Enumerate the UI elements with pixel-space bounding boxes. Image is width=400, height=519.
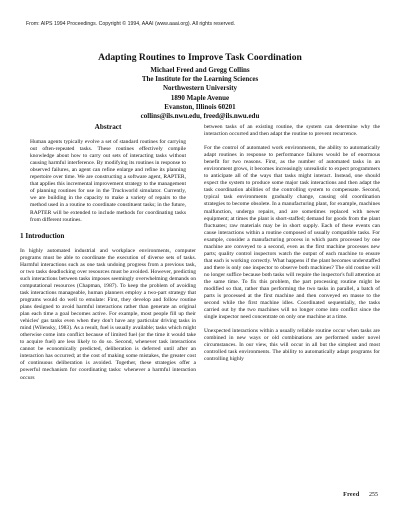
paper-title: Adapting Routines to Improve Task Coordination xyxy=(98,52,302,63)
author-block xyxy=(0,66,400,121)
abstract-heading: Abstract xyxy=(94,123,122,131)
author-street: 1890 Maple Avenue xyxy=(170,93,230,102)
left-column xyxy=(20,124,196,389)
author-emails: collins@ils.nwu.edu, freed@ils.nwu.edu xyxy=(140,112,260,121)
page-footer xyxy=(343,492,378,498)
abstract-text: Human agents typically evolve a set of standard routines for carrying out often-repeated tasks. These routines effectively compile knowledge about how to carry out sets of interacting tasks without causing harmful interference. By modifying its routines in response to observed failures, an agent can refine enlarge and refine its planning repertoire over time. We are constructing a software agent, RAPTER, that applies this incremental improvement strategy to the management of planning routines for use in the Truckworld simulator. Currently, we are building in the capacity to make a variety of repairs to the method used in a routine to coordinate constituent tasks; in the future, RAPTER will be extended to include methods for coordinating tasks from different routines. xyxy=(30,139,186,223)
body-paragraph-motivation: For the control of automated work environments, the ability to automatically adapt routines in response to performance failures would be of enormous benefit for two reasons. First, as the number of automated tasks in an environment grows, it becomes increasingly unrealistic to expect programmers to anticipate all of the ways that tasks might interact. Instead, one should expect the system to produce some major task interactions and then adapt the task coordination abilities of the controlling system to compensate. Second, typical task environments gradually change, causing old coordination strategies to become obsolete. In a manufacturing plant, for example, machines malfunction, undergo repairs, and are sometimes replaced with newer equipment; at times the plant is short-staffed; demand for goods from the plant fluctuates; raw materials may be in short supply. Each of these events can cause interactions within a routine composed of usually compatible tasks. For example, consider a manufacturing process in which parts processed by one machine are conveyed to a second, even as the first machine processes new parts; quality control inspectors watch the output of each machine to ensure that each is working correctly. What happens if the plant becomes understaffed and there is only one inspector to observe both machines? The old routine will no longer suffice because both tasks will require the inspector's full attention at the same time. To fix this problem, the part processing routine might be modified so that, rather than performing the two tasks in parallel, a batch of parts is processed at the first machine and then conveyed en masse to the second while the first machine idles. Coordinated sequentially, the tasks carried out by the two machines will no longer come into conflict since the single inspector need concentrate on only one machine at a time. xyxy=(204,145,380,321)
author-institute: The Institute for the Learning Sciences xyxy=(141,75,259,84)
introduction-heading: 1 Introduction xyxy=(20,231,65,240)
page-number: 255 xyxy=(369,492,378,498)
body-paragraph-continued: between tasks of an existing routine, the system can determine why the interaction occurred and then adapt the routine to prevent recurrence. xyxy=(204,124,380,138)
author-names: Michael Freed and Gregg Collins xyxy=(150,66,250,74)
introduction-paragraph: In highly automated industrial and workplace environments, computer programs must be able to coordinate the execution of diverse sets of tasks. Harmful interactions such as one task undoing progress from a previous task, or two tasks deadlocking over resources must be avoided. However, predicting such interactions between tasks imposes seemingly overwhelming demands on computational resources (Chapman, 1987). To keep the problem of avoiding task interactions manageable, human planners employ a two-part strategy that programs would do well to emulate: First, they develop and follow routine plans designed to avoid harmful interactions rather than generate an original plan each time a goal becomes active. For example, most people fill up their vehicles' gas tanks even when they don't have any particular driving tasks in mind (Wilensky, 1983). As a result, fuel is usually available; tasks which might otherwise come into conflict because of limited fuel (or the time it would take to acquire fuel) are less likely to do so. Second, whenever task interactions cannot be economically predicted, deliberation is deferred until after an interaction has occurred; at the cost of making some mistakes, the greater cost of continuous deliberation is avoided. Together, these strategies offer a powerful mechanism for coordinating tasks: whenever a harmful interaction occurs xyxy=(20,247,196,381)
copyright-note: From: AIPS 1994 Proceedings. Copyright © 1994, AAAI (www.aaai.org). All rights reserved. xyxy=(26,21,236,27)
body-paragraph-unexpected: Unexpected interactions within a usually reliable routine occur when tasks are combined in new ways or old combinations are performed under novel circumstances. In our view, this will occur in all but the simplest and most controlled task environments. The ability to automatically adapt programs for controlling highly xyxy=(204,328,380,363)
right-column xyxy=(204,124,380,371)
author-university: Northwestern University xyxy=(162,84,238,93)
author-city: Evanston, Illinois 60201 xyxy=(164,102,236,111)
running-footer-name: Freed xyxy=(343,492,360,498)
